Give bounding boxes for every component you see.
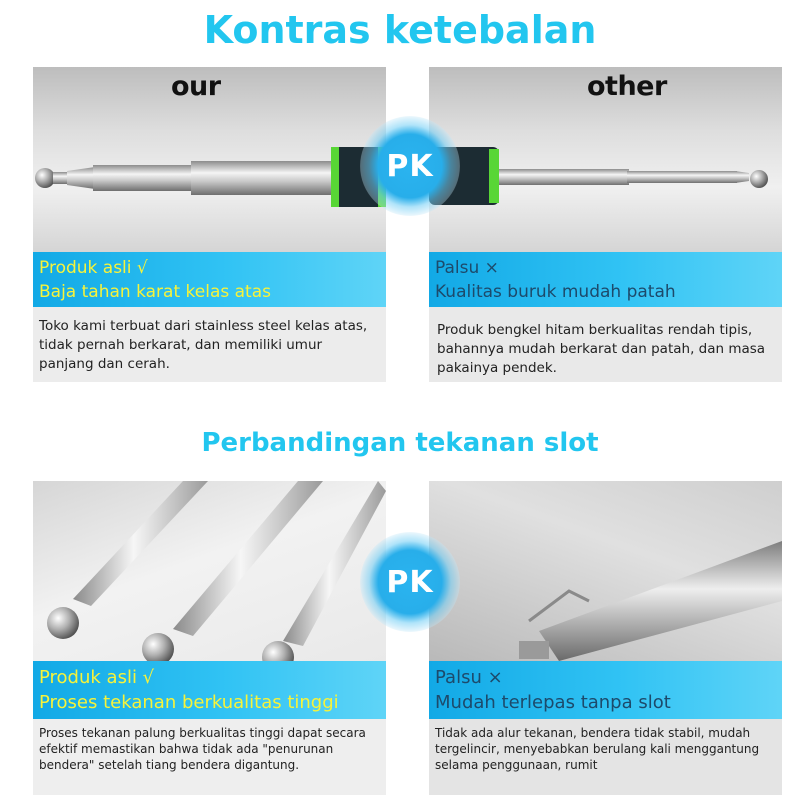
heading-others: other bbox=[587, 71, 667, 102]
label-genuine-slot: Produk asli √ bbox=[39, 667, 155, 688]
description-others: Produk bengkel hitam berkualitas rendah tipis, bahannya mudah berkarat dan patah, dan masa pakainya pendek. bbox=[437, 322, 766, 376]
label-band-ours-slot bbox=[33, 661, 386, 719]
panel-others-slot bbox=[429, 481, 782, 795]
pk-badge-thickness bbox=[360, 116, 460, 216]
heading-ours: our bbox=[171, 71, 221, 102]
panel-ours-thickness bbox=[33, 67, 386, 382]
pk-badge-slot bbox=[360, 532, 460, 632]
label-high-quality-pressure: Proses tekanan berkualitas tinggi bbox=[39, 692, 339, 713]
product-photo-ours-slot bbox=[33, 481, 386, 661]
panel-others-thickness bbox=[429, 67, 782, 382]
label-genuine: Produk asli √ bbox=[39, 258, 148, 278]
label-poor-quality: Kualitas buruk mudah patah bbox=[435, 282, 676, 302]
pk-badge-text: PK bbox=[386, 148, 434, 184]
panel-ours-slot bbox=[33, 481, 386, 795]
pole-no-slot-illustration bbox=[429, 481, 782, 661]
section-title-slot-pressure: Perbandingan tekanan slot bbox=[201, 428, 599, 458]
description-ours-slot: Proses tekanan palung berkualitas tinggi dapat secara efektif memastikan bahwa tidak ada "penurunan bendera" setelah tiang bendera digantung. bbox=[39, 726, 366, 772]
pk-badge-text-slot: PK bbox=[386, 564, 434, 600]
label-fake: Palsu × bbox=[435, 258, 499, 278]
label-band-ours bbox=[33, 252, 386, 307]
description-ours: Toko kami terbuat dari stainless steel kelas atas, tidak pernah berkarat, dan memiliki umur panjang dan cerah. bbox=[39, 318, 368, 372]
product-photo-others-slot bbox=[429, 481, 782, 661]
pole-tips-illustration bbox=[33, 481, 386, 661]
label-stainless-steel: Baja tahan karat kelas atas bbox=[39, 282, 271, 302]
label-fake-slot: Palsu × bbox=[435, 667, 503, 688]
label-no-slot: Mudah terlepas tanpa slot bbox=[435, 692, 671, 713]
label-band-others-slot bbox=[429, 661, 782, 719]
section-title-thickness: Kontras ketebalan bbox=[203, 8, 597, 52]
label-band-others bbox=[429, 252, 782, 307]
description-others-slot: Tidak ada alur tekanan, bendera tidak stabil, mudah tergelincir, menyebabkan berulang kali menggantung selama penggunaan, rumit bbox=[435, 726, 760, 772]
